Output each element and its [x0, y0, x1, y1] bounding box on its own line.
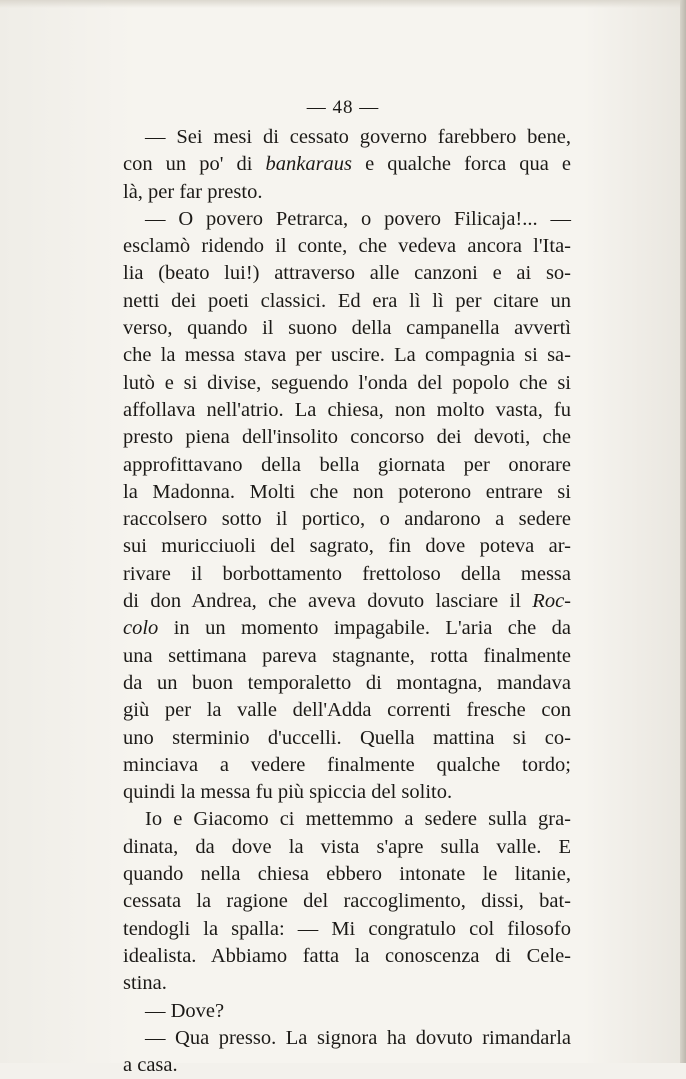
text-line: quando nella chiesa ebbero intonate le litanie, — [123, 863, 571, 886]
text-line: di don Andrea, che aveva dovuto lasciare il Roc- — [123, 590, 571, 613]
text-line: che la messa stava per uscire. La compagnia si sa- — [123, 344, 571, 367]
text-line: Io e Giacomo ci mettemmo a sedere sulla gra- — [145, 808, 571, 831]
italic-word: colo — [123, 617, 159, 640]
text-line: dinata, da dove la vista s'apre sulla valle. E — [123, 835, 571, 858]
text-line: colo in un momento impagabile. L'aria che da — [123, 617, 571, 640]
text-line: esclamò ridendo il conte, che vedeva ancora l'Ita- — [123, 235, 571, 258]
body-text — [123, 124, 571, 1079]
text-line: lutò e si divise, seguendo l'onda del popolo che si — [123, 371, 571, 394]
italic-word: bankaraus — [265, 153, 353, 176]
text-line: stina. — [123, 972, 167, 995]
text-line: affollava nell'atrio. La chiesa, non molto vasta, fu — [123, 398, 571, 421]
text-line: raccolsero sotto il portico, o andarono a sedere — [123, 508, 571, 531]
text-line: idealista. Abbiamo fatta la conoscenza di Cele- — [123, 944, 571, 967]
text-line: — O povero Petrarca, o povero Filicaja!... — — [145, 207, 571, 230]
text-line: cessata la ragione del raccoglimento, dissi, bat- — [123, 890, 571, 913]
text-line: sui muricciuoli del sagrato, fin dove poteva ar- — [123, 535, 571, 558]
text-line: lia (beato lui!) attraverso alle canzoni e ai so- — [123, 262, 571, 285]
text-line: con un po' di bankaraus e qualche forca qua e — [123, 153, 571, 176]
page-top-edge — [0, 0, 686, 8]
text-line: tendogli la spalla: — Mi congratulo col filosofo — [123, 917, 571, 940]
text-line: verso, quando il suono della campanella avvertì — [123, 317, 571, 340]
text-line: — Dove? — [145, 999, 225, 1022]
text-line: una settimana pareva stagnante, rotta finalmente — [123, 644, 571, 667]
text-line: presto piena dell'insolito concorso dei devoti, che — [123, 426, 571, 449]
page-binding-edge — [680, 0, 686, 1063]
text-line: — Sei mesi di cessato governo farebbero bene, — [145, 126, 571, 148]
text-line: minciava a vedere finalmente qualche tordo; — [123, 753, 571, 776]
text-line: quindi la messa fu più spiccia del solito. — [123, 781, 453, 804]
text-line: a casa. — [123, 1054, 178, 1077]
text-line: uno sterminio d'uccelli. Quella mattina si co- — [123, 726, 571, 749]
text-line: giù per la valle dell'Adda correnti fresche con — [123, 699, 571, 722]
text-line: — Qua presso. La signora ha dovuto rimandarla — [145, 1026, 571, 1049]
text-line: da un buon temporaletto di montagna, mandava — [123, 671, 571, 694]
text-line: la Madonna. Molti che non poterono entrare si — [123, 480, 571, 503]
text-line: approfittavano della bella giornata per onorare — [123, 453, 571, 476]
text-line: netti dei poeti classici. Ed era lì lì per citare un — [123, 289, 571, 312]
italic-word: Roc- — [532, 590, 571, 613]
page-number: — 48 — — [306, 97, 380, 118]
text-line: là, per far presto. — [123, 180, 263, 203]
text-line: rivare il borbottamento frettoloso della messa — [123, 562, 571, 585]
